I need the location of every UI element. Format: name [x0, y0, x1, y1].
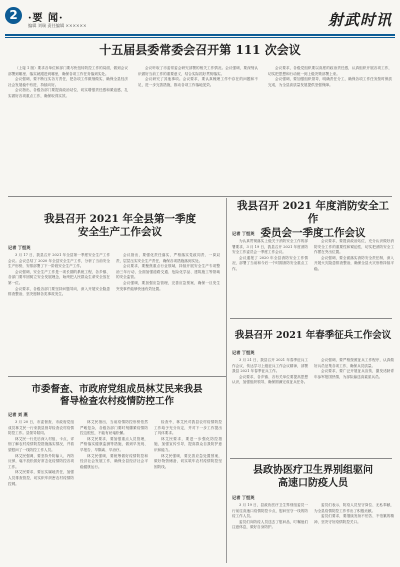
paragraph: 会议强调，要加强组织领导，明确责任分工，确保各项工作任务按时保质完成，为全县高质量发展提供坚强保障。: [268, 77, 392, 87]
enlist-col-2: [314, 358, 394, 454]
paragraph: 会议要求，各级党组织要以高度的政治责任感，认真组织开展各项工作，切实把思想和行动统一到上级决策部署上来。: [268, 66, 392, 76]
headline-line: 督导检查农村疫情防控工作: [59, 396, 174, 408]
header-rule-thin: [5, 37, 395, 38]
paragraph: 会议要求，各级各部门要坚持问题导向，深入开展安全隐患排查整治，坚决遏制各类事故发生。: [8, 286, 110, 297]
medical-col-1: [232, 503, 308, 563]
headline-line: 市委督查、市政府党组成员林艾民来我县: [31, 384, 203, 395]
paragraph: 会议要求，要聚焦重点行业领域，持续开展安全生产专项整治三年行动，全面加强道路交通、危险化学品、建筑施工等领域的安全监管。: [116, 264, 220, 280]
headline-safety: [30, 213, 210, 240]
page-header: [0, 0, 400, 37]
divider: [8, 376, 226, 377]
epidemic-col-3: [154, 420, 222, 562]
headline-line: 安全生产工作会议: [78, 226, 162, 239]
safety-col-1: [8, 253, 110, 371]
divider: [230, 458, 392, 459]
byline: 记者 丁恒英: [8, 245, 31, 250]
paragraph: 委员们表示，防疫人员坚守岗位、无私奉献，为全县疫情防控工作作出了积极贡献。: [314, 503, 394, 513]
paragraph: 会议要求，要广泛开展征兵宣传，激发适龄青年参军报国热情，为部队输送高素质兵员。: [314, 369, 394, 379]
headline-line: 我县召开 2021 年度消防安全工作: [236, 200, 390, 226]
paragraph: 委员们向防疫人员送去了慰问品，叮嘱他们注意休息，做好自身防护。: [232, 519, 308, 530]
paragraph: 3 月 19 日，县政协医疗卫生界别组委员一行前往高速口疫情防控卡点，慰问坚守一线的防疫工作人员。: [232, 503, 308, 519]
headline-line: 高速口防疫人员: [278, 477, 348, 489]
headline-epidemic: [12, 384, 222, 408]
paragraph: 林艾民要求，要进一步强化防控措施，加强宣传引导，提高群众自我防护意识和能力。: [154, 436, 222, 452]
page-header-inner: [5, 7, 395, 33]
paragraph: 3 月 17 日，我县召开 2021 年全县第一季度安全生产工作会议。会议总结了 2020 年全县安全生产工作，分析了当前安全生产形势，安排部署了下一阶段安全生产工作。: [8, 253, 110, 269]
paragraph: 会议要求，各乡镇、各有关单位要提高思想认识，加强组织领导，确保圆满完成征兵任务。: [232, 374, 308, 385]
byline: 记者 丁恒英: [232, 495, 255, 500]
paragraph: 林艾民强调，要完善应急处置预案，做好物资储备，切实筑牢农村疫情防控坚固防线。: [154, 453, 222, 469]
enlist-col-1: [232, 358, 308, 454]
headline-medical: [232, 465, 394, 491]
byline: 记者 刘 燕: [8, 412, 28, 417]
medical-col-2: [314, 503, 394, 563]
fire-col-2: [314, 239, 394, 315]
paragraph: 会议通报了 2020 年全县消防安全工作情况，部署了当前和今后一个时期消防安全重点工作。: [232, 255, 308, 271]
editor-meta: 编辑 刘瑞 责任编辑 ××××××: [28, 23, 87, 28]
byline: 记者 丁恒英: [232, 350, 255, 355]
paragraph: 林艾民强调，要坚持外防输入、内防反弹，毫不放松抓好常态化疫情防控各项工作。: [8, 453, 74, 469]
paragraph: 林艾民强调，要统筹做好疫情防控和经济社会发展工作，确保全县经济社会平稳健康运行。: [80, 453, 148, 469]
paragraph: 会议指出，各级各部门要提高政治站位，切实增强责任感和紧迫感，扎实做好各项重点工作，确保取得实效。: [8, 88, 128, 98]
paragraph: 会议要求，要提高政治站位，充分认识做好消防安全工作的重要性和紧迫性，切实把消防安全工作摆在突出位置。: [314, 239, 394, 255]
paragraph: 林艾民要求，要加强重点人员管理，严格落实健康监测等措施，做到早发现、早报告、早隔离、早治疗。: [80, 436, 148, 452]
headline-line: 委员会一季度工作会议: [260, 226, 366, 239]
headline-top: 十五届县委常委会召开第 111 次会议: [99, 43, 301, 57]
paragraph: （上接 1 版）要求各单位和部门要尽快扭转防控工作的局面，做到会议部署到哪里、落实就跟进到哪里，确保各项工作任务落到实处。: [8, 66, 128, 76]
top-article-col-3: [268, 66, 392, 194]
top-article-col-1: [8, 66, 128, 194]
header-rule: [5, 34, 395, 36]
paragraph: 会议听取了市委常委会研究部署的相关工作情况。会议强调，要深刻认识做好当前工作的重要意义，结合实际抓好贯彻落实。: [138, 66, 258, 76]
paragraph: 林艾民一行先后深入村组、卡点，详细了解农村疫情防控措施落实情况，并看望慰问了一线防控工作人员。: [8, 436, 74, 452]
column-divider: [226, 198, 227, 563]
headline-enlist: 我县召开 2021 年春季征兵工作会议: [234, 330, 392, 341]
paragraph: 会议研究了其他事项。会议要求，要认真梳理工作中存在的问题和不足，进一步完善措施，推动各项工作落地见效。: [138, 77, 258, 87]
safety-col-2: [116, 253, 220, 371]
divider: [8, 196, 392, 197]
paragraph: 会议指出，要强化责任落实，严格落实党政同责、一岗双责，层层压实安全生产责任，确保各项措施落到实处。: [116, 253, 220, 263]
epidemic-col-2: [80, 420, 148, 562]
paragraph: 会议强调，安全生产工作是一项长期的系统工程，各乡镇、各部门要牢固树立安全发展理念，始终把人民群众生命安全放在第一位。: [8, 269, 110, 285]
paragraph: 会议强调，要严格按照征兵工作程序，认真做好兵员征集各项工作，确保兵员质量。: [314, 358, 394, 368]
paragraph: 检查中，林艾民对我县农村疫情防控工作给予充分肯定，并对下一步工作提出了具体要求。: [154, 420, 222, 436]
paragraph: 林艾民指出，当前疫情防控形势依然严峻复杂，各级各部门要时刻绷紧疫情防控这根弦，不能有丝毫松懈。: [80, 420, 148, 436]
top-article-col-2: [138, 66, 258, 194]
paragraph: 为认真贯彻落实上级关于消防安全工作的部署要求，3 月 19 日，我县召开 2021 年度消防安全工作委员会一季度工作会议。: [232, 239, 308, 255]
paragraph: 林艾民要求，要压实属地责任，加强人员排查管控，切实织牢织密农村疫情防控网。: [8, 470, 74, 486]
headline-fire: [232, 200, 394, 240]
page-number-badge: 2: [5, 7, 22, 24]
paragraph: 会议强调，要不断压实各方责任，把各项工作做细做实，确保全县经济社会发展稳中有进、持续向好。: [8, 77, 128, 87]
paragraph: 委员们要求，要继续发扬不怕苦、不怕累的精神，坚决守好疫情防控关口。: [314, 514, 394, 524]
fire-col-1: [232, 239, 308, 315]
paragraph: 会议强调，要全面落实消防安全责任制，深入开展火灾隐患排查整治，确保全县火灾形势持续平稳。: [314, 255, 394, 271]
divider: [230, 318, 392, 319]
headline-line: 我县召开 2021 年全县第一季度: [43, 213, 197, 225]
paragraph: 3 月 21 日，我县召开 2021 年春季征兵工作会议，传达学习上级征兵工作会议精神，部署我县 2021 年春季征兵工作。: [232, 358, 308, 374]
byline: 记者 丁恒英: [232, 231, 255, 236]
masthead-logo: 射武时讯: [327, 11, 392, 29]
section-label: ·要 闻·: [28, 13, 64, 24]
paragraph: 3 月 20 日，市委督查、市政府党组成员林艾民一行来我县督导检查农村疫情防控工作。县领导陪同。: [8, 420, 74, 436]
epidemic-col-1: [8, 420, 74, 562]
paragraph: 会议强调，要加强应急管理，完善应急预案，确保一旦发生突发事件能够快速有效处置。: [116, 280, 220, 291]
headline-line: 县政协医疗卫生界别组驱问: [253, 465, 373, 476]
